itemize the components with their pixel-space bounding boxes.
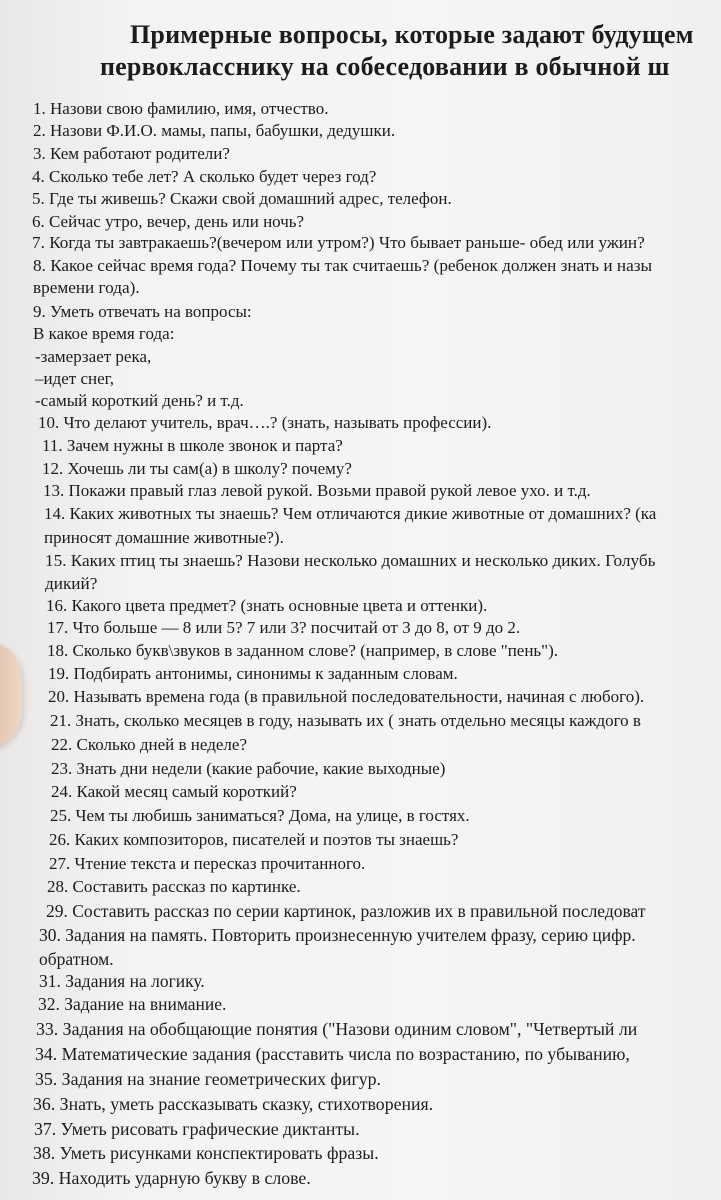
list-item: 14. Каких животных ты знаешь? Чем отличаются дикие животные от домашних? (ка [44, 504, 657, 523]
document-title-line-2: первокласснику на собеседовании в обычной ш [100, 52, 670, 81]
list-item: 28. Составить рассказ по картинке. [47, 877, 301, 896]
list-item: 10. Что делают учитель, врач….? (знать, называть профессии). [38, 413, 492, 432]
list-item: 17. Что больше — 8 или 5? 7 или 3? посчитай от 3 до 8, от 9 до 2. [47, 618, 521, 637]
list-item: приносят домашние животные?). [44, 528, 284, 547]
list-item: 15. Каких птиц ты знаешь? Назови несколько домашних и несколько диких. Голубь [45, 551, 656, 570]
list-item: 12. Хочешь ли ты сам(а) в школу? почему? [42, 459, 352, 478]
list-item: 16. Какого цвета предмет? (знать основные цвета и оттенки). [46, 596, 488, 615]
list-item: -самый короткий день? и т.д. [35, 391, 244, 410]
list-item: 34. Математические задания (расставить числа по возрастанию, по убыванию, [35, 1044, 630, 1064]
list-item: 26. Каких композиторов, писателей и поэтов ты знаешь? [49, 830, 459, 849]
list-item: 11. Зачем нужны в школе звонок и парта? [42, 436, 343, 455]
list-item: 36. Знать, уметь рассказывать сказку, стихотворения. [33, 1094, 434, 1114]
list-item: 22. Сколько дней в неделе? [51, 735, 247, 754]
list-item: -замерзает река, [35, 347, 152, 366]
list-item: 24. Какой месяц самый короткий? [51, 782, 297, 801]
list-item: 27. Чтение текста и пересказ прочитанного. [49, 854, 366, 873]
list-item: времени года). [33, 278, 140, 297]
list-item: 23. Знать дни недели (какие рабочие, какие выходные) [51, 759, 446, 778]
list-item: 5. Где ты живешь? Скажи свой домашний адрес, телефон. [32, 189, 452, 208]
list-item: 31. Задания на логику. [39, 971, 205, 991]
list-item: обратном. [39, 949, 114, 969]
list-item: 21. Знать, сколько месяцев в году, называть их ( знать отдельно месяцы каждого в [50, 711, 641, 730]
list-item: дикий? [45, 574, 98, 593]
list-item: 8. Какое сейчас время года? Почему ты так считаешь? (ребенок должен знать и назы [33, 256, 653, 275]
list-item: 29. Составить рассказ по серии картинок, разложив их в правильной последоват [46, 901, 646, 921]
list-item: 37. Уметь рисовать графические диктанты. [34, 1119, 360, 1139]
list-item: 9. Уметь отвечать на вопросы: [33, 302, 252, 321]
list-item: 19. Подбирать антонимы, синонимы к заданным словам. [48, 664, 458, 683]
list-item: 4. Сколько тебе лет? А сколько будет через год? [32, 167, 377, 186]
list-item: 13. Покажи правый глаз левой рукой. Возьми правой рукой левое ухо. и т.д. [43, 481, 591, 500]
list-item: 18. Сколько букв\звуков в заданном слове? (например, в слове "пень"). [47, 641, 559, 660]
list-item: 20. Называть времена года (в правильной последовательности, начиная с любого). [48, 687, 645, 706]
list-item: –идет снег, [35, 369, 114, 388]
list-item: 30. Задания на память. Повторить произнесенную учителем фразу, серию цифр. [39, 925, 636, 945]
list-item: 39. Находить ударную букву в слове. [32, 1168, 311, 1188]
list-item: 2. Назови Ф.И.О. мамы, папы, бабушки, дедушки. [33, 121, 396, 140]
list-item: 38. Уметь рисунками конспектировать фразы. [33, 1143, 379, 1163]
list-item: 33. Задания на обобщающие понятия ("Назови одиним словом", "Четвертый ли [36, 1019, 638, 1039]
list-item: 25. Чем ты любишь заниматься? Дома, на улице, в гостях. [50, 806, 470, 825]
list-item: 1. Назови свою фамилию, имя, отчество. [33, 99, 329, 118]
list-item: В какое время года: [33, 324, 175, 343]
list-item: 6. Сейчас утро, вечер, день или ночь? [32, 212, 305, 231]
list-item: 3. Кем работают родители? [33, 144, 230, 163]
list-item: 7. Когда ты завтракаешь?(вечером или утром?) Что бывает раньше- обед или ужин? [32, 233, 645, 252]
list-item: 35. Задания на знание геометрических фигур. [35, 1069, 381, 1089]
list-item: 32. Задание на внимание. [38, 994, 227, 1014]
document-title-line-1: Примерные вопросы, которые задают будущем [130, 20, 694, 49]
